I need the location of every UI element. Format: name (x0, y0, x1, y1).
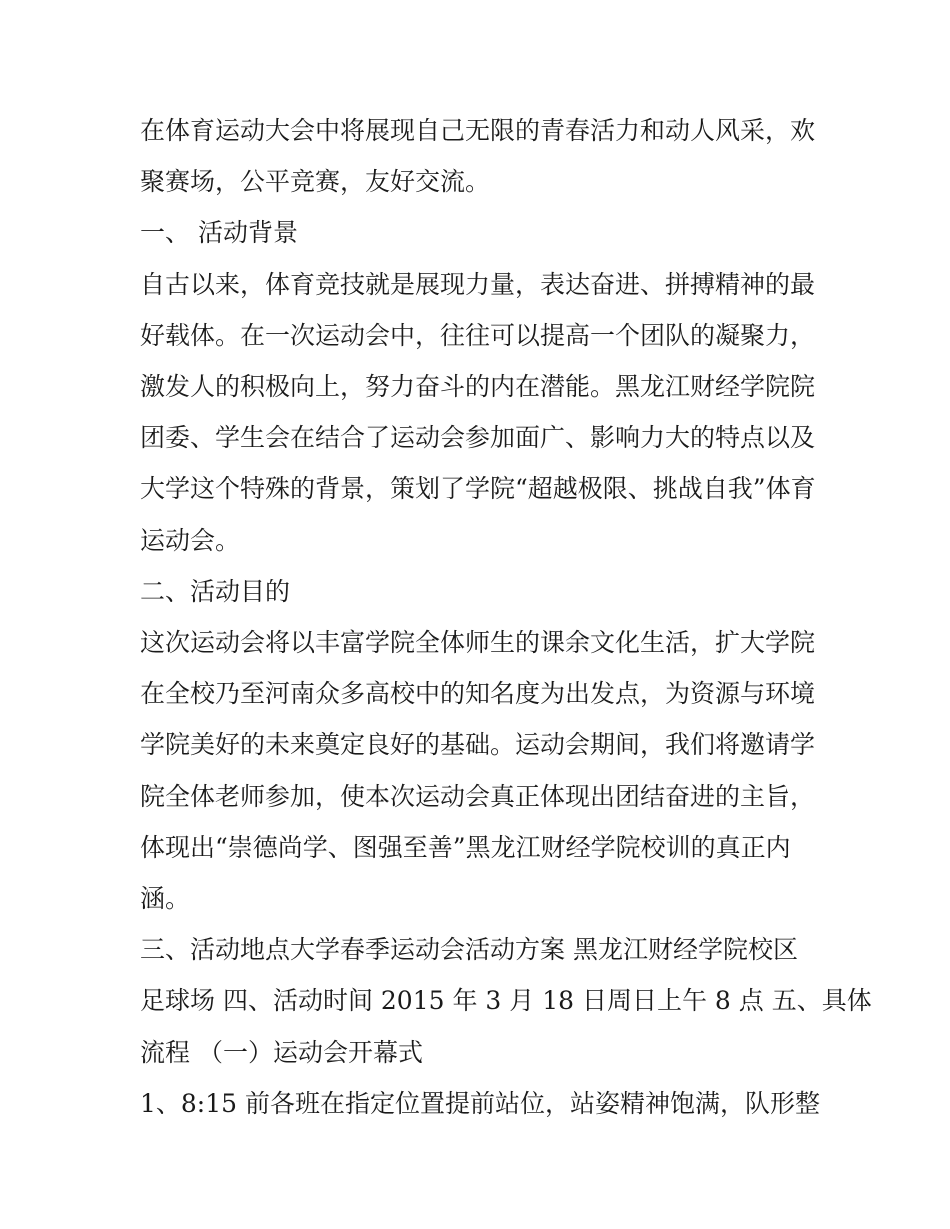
text-line: 激发人的积极向上，努力奋斗的内在潜能。黑龙江财经学院院 (140, 372, 816, 402)
text-line: 涵。 (140, 884, 191, 914)
text-line: 团委、学生会在结合了运动会参加面广、影响力大的特点以及 (140, 423, 816, 453)
text-line: 好载体。在一次运动会中，往往可以提高一个团队的凝聚力， (140, 320, 816, 350)
text-line: 在体育运动大会中将展现自己无限的青春活力和动人风采，欢 (140, 116, 816, 145)
document-body (140, 105, 872, 1129)
text-line: 院全体老师参加，使本次运动会真正体现出团结奋进的主旨， (140, 781, 816, 811)
text-line: 三、活动地点大学春季运动会活动方案 黑龙江财经学院校区 (140, 935, 798, 965)
text-line: 聚赛场，公平竞赛，友好交流。 (140, 167, 491, 197)
text-line: 足球场 四、活动时间 2015 年 3 月 18 日周日上午 8 点 五、具体 (140, 986, 872, 1016)
text-line: 运动会。 (140, 525, 241, 555)
text-line: 流程 （一）运动会开幕式 (140, 1037, 423, 1067)
section-heading: 一、 活动背景 (140, 218, 298, 248)
text-line: 学院美好的未来奠定良好的基础。运动会期间，我们将邀请学 (140, 730, 816, 760)
text-line: 在全校乃至河南众多高校中的知名度为出发点，为资源与环境 (140, 679, 816, 709)
section-heading: 二、活动目的 (140, 576, 291, 606)
text-line: 1、8:15 前各班在指定位置提前站位，站姿精神饱满，队形整 (140, 1088, 820, 1118)
text-line: 大学这个特殊的背景，策划了学院“超越极限、挑战自我”体育 (140, 474, 816, 504)
text-line: 自古以来，体育竞技就是展现力量，表达奋进、拼搏精神的最 (140, 269, 816, 299)
text-line: 体现出“崇德尚学、图强至善”黑龙江财经学院校训的真正内 (140, 832, 791, 862)
text-line: 这次运动会将以丰富学院全体师生的课余文化生活，扩大学院 (140, 628, 816, 658)
